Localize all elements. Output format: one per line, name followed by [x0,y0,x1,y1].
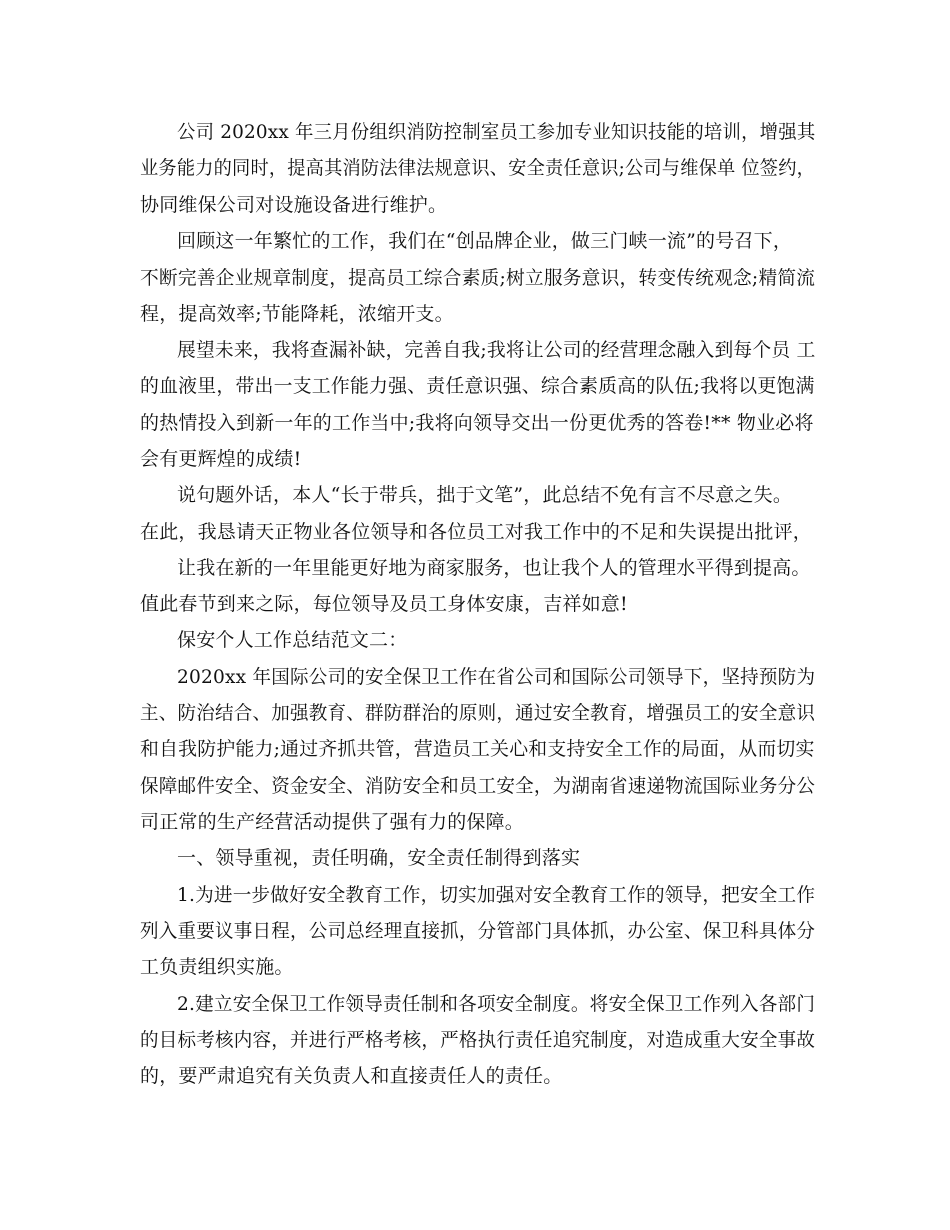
paragraph-first-line: 1.为进一步做好安全教育工作，切实加强对安全教育工作的领导，把安全工作 [177,884,816,906]
paragraph-line: 保障邮件安全、资金安全、消防安全和员工安全，为湖南省速递物流国际业务分公 [140,775,816,797]
paragraph-line: 程，提高效率;节能降耗，浓缩开支。 [140,303,454,325]
paragraph-line: 不断完善企业规章制度，提高员工综合素质;树立服务意识，转变传统观念;精简流 [140,267,816,289]
paragraph-first-line: 展望未来，我将查漏补缺，完善自我;我将让公司的经营理念融入到每个员 工 [177,339,816,361]
paragraph-line: 列入重要议事日程，公司总经理直接抓，分管部门具体抓，办公室、保卫科具体分 [140,920,816,942]
paragraph-first-line: 说句题外话，本人“长于带兵，拙于文笔”，此总结不免有言不尽意之失。 [177,484,793,506]
paragraph-line: 的热情投入到新一年的工作当中;我将向领导交出一份更优秀的答卷!** 物业必将 [140,412,814,434]
paragraph-first-line: 一、领导重视，责任明确，安全责任制得到落实 [177,847,581,869]
paragraph-first-line: 保安个人工作总结范文二： [177,629,408,651]
paragraph-line: 主、防治结合、加强教育、群防群治的原则，通过安全教育，增强员工的安全意识 [140,702,816,724]
paragraph-line: 会有更辉煌的成绩! [140,448,302,470]
paragraph-line: 的血液里，带出一支工作能力强、责任意识强、综合素质高的队伍;我将以更饱满 [140,375,815,397]
paragraph-line: 在此，我恳请天正物业各位领导和各位员工对我工作中的不足和失误提出批评， [140,521,813,543]
paragraph-first-line: 2.建立安全保卫工作领导责任制和各项安全制度。将安全保卫工作列入各部门 [177,993,816,1015]
paragraph-first-line: 回顾这一年繁忙的工作，我们在“创品牌企业，做三门峡一流”的号召下， [177,230,793,252]
paragraph-line: 司正常的生产经营活动提供了强有力的保障。 [140,811,525,833]
paragraph-first-line: 让我在新的一年里能更好地为商家服务，也让我个人的管理水平得到提高。 [177,557,811,579]
paragraph-first-line: 公司 2020xx 年三月份组织消防控制室员工参加专业知识技能的培训，增强其 [177,121,816,143]
paragraph-line: 工负责组织实施。 [140,956,294,978]
paragraph-line: 的目标考核内容，并进行严格考核，严格执行责任追究制度，对造成重大安全事故 [140,1029,816,1051]
paragraph-line: 协同维保公司对设施设备进行维护。 [140,194,448,216]
paragraph-line: 的，要严肃追究有关负责人和直接责任人的责任。 [140,1065,563,1087]
paragraph-line: 和自我防护能力;通过齐抓共管，营造员工关心和支持安全工作的局面，从而切实 [140,738,815,760]
paragraph-line: 值此春节到来之际，每位领导及员工身体安康，吉祥如意! [140,593,628,615]
paragraph-line: 业务能力的同时，提高其消防法律法规意识、安全责任意识;公司与维保单 位签约， [140,157,816,179]
paragraph-first-line: 2020xx 年国际公司的安全保卫工作在省公司和国际公司领导下，坚持预防为 [177,666,816,688]
